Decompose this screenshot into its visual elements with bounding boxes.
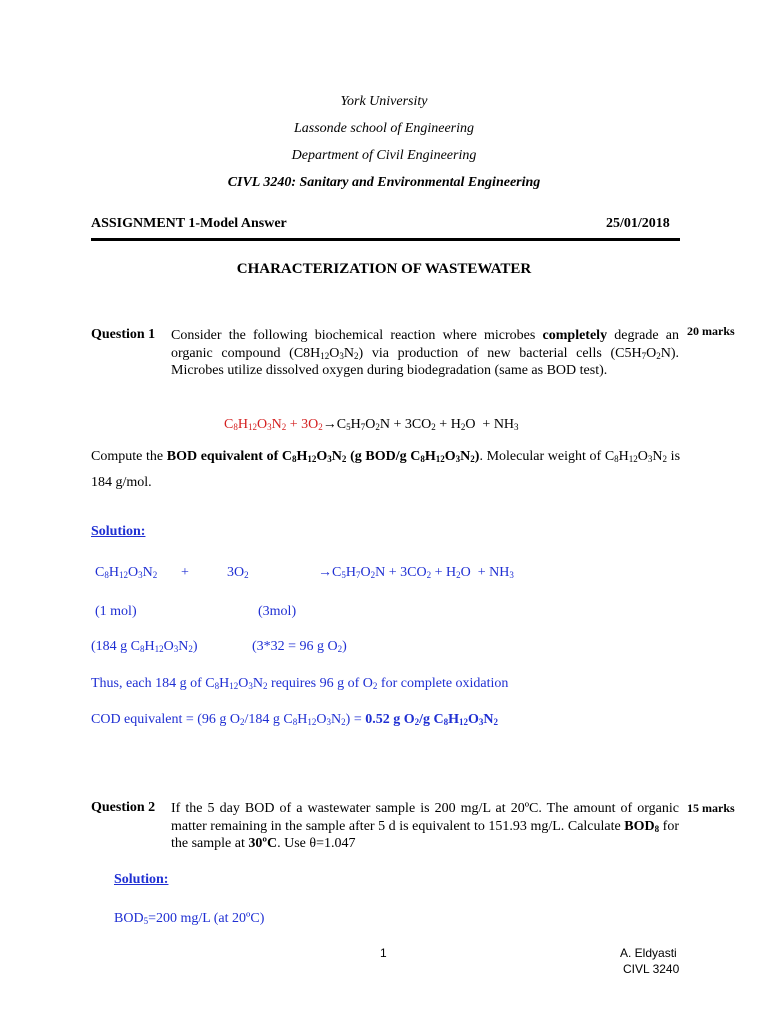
reaction-equation: $C_8H_{12}O_3N_2 + 3O_2\to C_5H_7O_2N + 3CO_2 + H_2O + NH_3$ — [224, 417, 519, 432]
solution-plus: + — [181, 565, 189, 580]
solution-oxygen: $3O_2$ — [227, 565, 249, 580]
mol-oxygen: (3mol) — [258, 604, 297, 619]
page-heading: CHARACTERIZATION OF WASTEWATER — [236, 261, 532, 277]
question-1-text: Consider the following biochemical reaction where microbes completely degrade an organic compound $(C8H_{12}O_3N_2)$ via production of new bacterial cells $(C5H_7O_2N)$. Microbes utilize dissolved oxygen during biodegradation (same as BOD test). — [171, 328, 679, 378]
assignment-date: 25/01/2018 — [606, 216, 670, 231]
department-name: Department of Civil Engineering — [291, 148, 477, 163]
question-2-label: Question 2 — [91, 800, 156, 815]
mass-reactant: (184 g $C_8H_{12}O_3N_2$) — [91, 639, 198, 654]
footer-course: CIVL 3240 — [623, 962, 680, 976]
solution-1-label: Solution: — [91, 524, 146, 539]
bod5-value: $BOD_5=200$ mg/L (at 20ºC) — [114, 911, 265, 926]
solution-2-label: Solution: — [114, 872, 169, 887]
cod-equivalent: COD equivalent = (96 g $O_2/184$ g $C_8H_{12}O_3N_2) = 0.52$ g $O_2/g$ $C_8H_{12}O_3N_2$ — [91, 712, 499, 727]
question-2-text: If the 5 day BOD of a wastewater sample is 200 mg/L at 20ºC. The amount of organic matter remaining in the sample after 5 d is equivalent to 151.93 mg/L. Calculate $BOD_8$ for the sample at 30ºC. Use θ=1.047 — [171, 801, 680, 851]
school-name: Lassonde school of Engineering — [293, 121, 475, 136]
page-number: 1 — [380, 946, 387, 960]
course-title: CIVL 3240: Sanitary and Environmental Engineering — [227, 175, 541, 190]
footer-author: A. Eldyasti — [620, 946, 677, 960]
university-name: York University — [340, 94, 428, 109]
oxidation-statement: Thus, each 184 g of $C_8H_{12}O_3N_2$ requires 96 g of $O_2$ for complete oxidation — [91, 676, 509, 691]
mol-reactant: (1 mol) — [95, 604, 137, 619]
assignment-title: ASSIGNMENT 1-Model Answer — [91, 216, 287, 231]
solution-reactant: $C_8H_{12}O_3N_2$ — [95, 565, 158, 580]
question-1-marks: 20 marks — [687, 324, 735, 338]
question-2-marks: 15 marks — [687, 801, 735, 815]
mass-oxygen: (3*32 = 96 g $O_2$) — [252, 639, 347, 654]
header-divider — [91, 238, 680, 241]
solution-products: $\to C_5H_7O_2N + 3CO_2 + H_2O + NH_3$ — [318, 565, 514, 580]
question-1-label: Question 1 — [91, 327, 156, 342]
compute-statement: Compute the BOD equivalent of $C_8H_{12}O_3N_2$ (g BOD/g $C_8H_{12}O_3N_2$). Molecular weight of $C_8H_{12}O_3N_2$ is 184 g/mol. — [91, 449, 681, 490]
